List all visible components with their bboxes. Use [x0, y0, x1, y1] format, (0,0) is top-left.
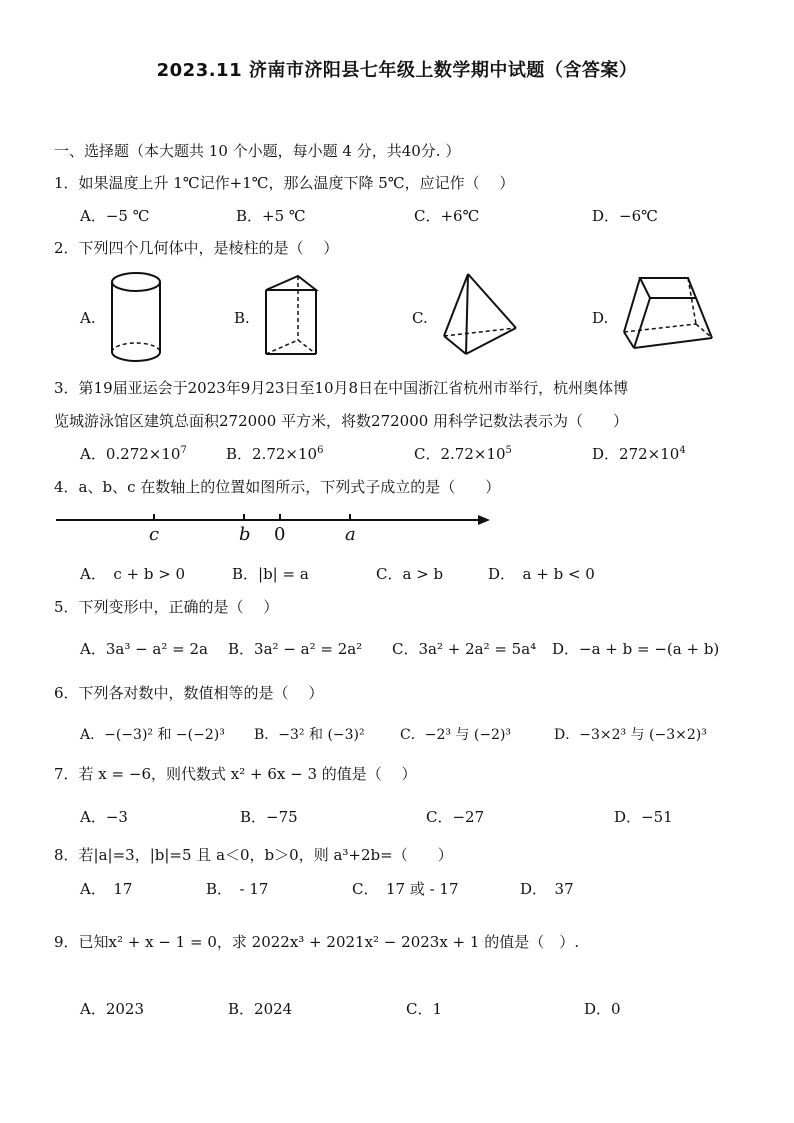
frustum-icon	[620, 272, 716, 354]
q4-option-d: D． a + b < 0	[488, 565, 595, 583]
q2-label-c: C.	[412, 309, 428, 327]
q2-label-b: B.	[234, 309, 250, 327]
question-1-stem: 1．如果温度上升 1℃记作+1℃，那么温度下降 5℃，应记作（ ）	[54, 174, 515, 192]
q8-option-d: D． 37	[520, 880, 574, 898]
cylinder-icon	[108, 270, 164, 366]
q2-label-d: D.	[592, 309, 609, 327]
q3-option-c: C．$2.72\times 10^5$	[414, 445, 512, 463]
q8-option-b: B． - 17	[206, 880, 269, 898]
question-8-stem: 8．若|a|=3，|b|=5 且 a＜0，b＞0，则 a³+2b=（ ）	[54, 846, 453, 864]
question-7-stem: 7．若 x = −6，则代数式 x² + 6x − 3 的值是（ ）	[54, 765, 417, 783]
q9-option-a: A．2023	[80, 1000, 145, 1018]
q5-option-d: D．−a + b = −(a + b)	[552, 640, 720, 658]
q6-option-b: B．−3² 和 (−3)²	[254, 727, 365, 743]
axis-label-c: c	[149, 524, 160, 545]
q4-option-b: B．|b| = a	[232, 565, 309, 583]
q7-option-a: A．−3	[80, 808, 128, 826]
axis-label-b: b	[239, 524, 251, 545]
axis-label-a: a	[345, 524, 356, 545]
q3-option-d: D．$272\times 10^4$	[592, 445, 686, 463]
axis-label-zero: 0	[274, 524, 286, 545]
question-3-stem-line2: 览城游泳馆区建筑总面积272000 平方米，将数272000 用科学记数法表示为（ ）	[54, 412, 629, 430]
q8-option-c: C． 17 或 - 17	[352, 880, 459, 898]
q2-label-a: A.	[80, 309, 96, 327]
question-5-stem: 5．下列变形中，正确的是（ ）	[54, 598, 279, 616]
triangular-prism-icon	[262, 270, 320, 360]
q9-option-b: B．2024	[228, 1000, 293, 1018]
q1-option-a: A．−5 ℃	[80, 207, 150, 225]
q1-option-c: C．+6℃	[414, 207, 480, 225]
q4-option-c: C．a > b	[376, 565, 444, 583]
question-6-stem: 6．下列各对数中，数值相等的是（ ）	[54, 684, 324, 702]
q3-option-a: A．$0.272\times 10^7$	[80, 445, 187, 463]
q8-option-a: A． 17	[80, 880, 133, 898]
q9-option-c: C．1	[406, 1000, 443, 1018]
q1-option-b: B．+5 ℃	[236, 207, 306, 225]
q5-option-c: C．3a² + 2a² = 5a⁴	[392, 640, 537, 658]
question-3-stem-line1: 3．第19届亚运会于2023年9月23日至10月8日在中国浙江省杭州市举行，杭州奥体博	[54, 379, 629, 397]
pyramid-icon	[440, 270, 520, 360]
q3-option-b: B．$2.72\times 10^6$	[226, 445, 324, 463]
q6-option-a: A．−(−3)² 和 −(−2)³	[80, 727, 225, 743]
question-4-stem: 4．a、b、c 在数轴上的位置如图所示，下列式子成立的是（ ）	[54, 478, 501, 496]
page-title: 2023.11 济南市济阳县七年级上数学期中试题（含答案）	[156, 60, 638, 81]
q7-option-b: B．−75	[240, 808, 298, 826]
question-9-stem: 9．已知x² + x − 1 = 0，求 2022x³ + 2021x² − 2023x + 1 的值是（ ）.	[54, 933, 579, 951]
q1-option-d: D．−6℃	[592, 207, 658, 225]
q4-option-a: A． c + b > 0	[80, 565, 186, 583]
q9-option-d: D．0	[584, 1000, 621, 1018]
q6-option-c: C．−2³ 与 (−2)³	[400, 727, 512, 743]
section-heading: 一、选择题（本大题共 10 个小题，每小题 4 分，共40分. ）	[54, 142, 461, 160]
q7-option-d: D．−51	[614, 808, 673, 826]
q7-option-c: C．−27	[426, 808, 485, 826]
q6-option-d: D．−3×2³ 与 (−3×2)³	[554, 727, 707, 743]
question-2-stem: 2．下列四个几何体中，是棱柱的是（ ）	[54, 239, 339, 257]
q5-option-b: B．3a² − a² = 2a²	[228, 640, 363, 658]
q5-option-a: A．3a³ − a² = 2a	[80, 640, 208, 658]
